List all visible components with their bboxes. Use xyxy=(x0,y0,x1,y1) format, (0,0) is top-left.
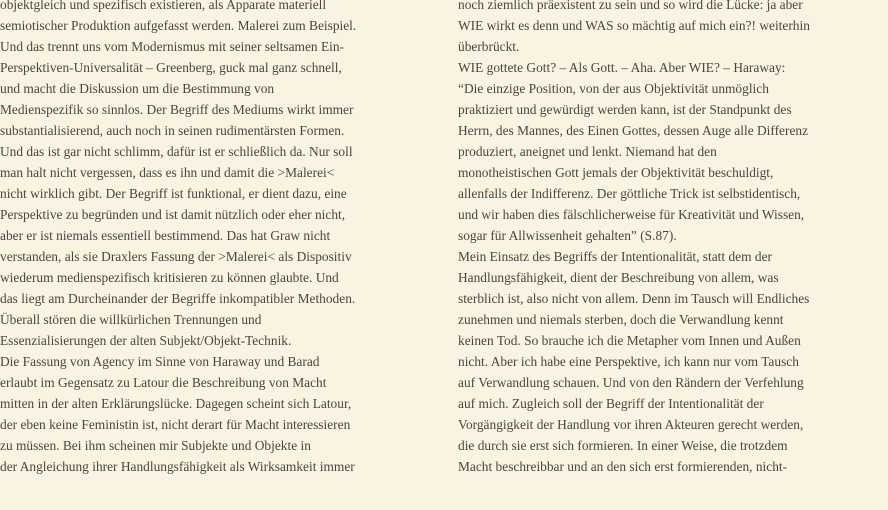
text-line: sterblich ist, also nicht von allem. Denn im Tausch will Endliches xyxy=(458,291,810,306)
text-line: produziert, aneignet und lenkt. Niemand hat den xyxy=(458,144,717,159)
text-line: objektgleich und spezifisch existieren, als Apparate materiell xyxy=(0,0,327,12)
text-line: Die Fassung von Agency im Sinne von Haraway und Barad xyxy=(0,354,320,369)
text-line: man halt nicht vergessen, dass es ihn und damit die >Malerei< xyxy=(0,165,335,180)
text-line: allenfalls der Indifferenz. Der göttliche Trick ist selbstidentisch, xyxy=(458,186,801,201)
text-line: erlaubt im Gegensatz zu Latour die Beschreibung von Macht xyxy=(0,375,327,390)
text-line: Handlungsfähigkeit, dient der Beschreibung von allem, was xyxy=(458,270,779,285)
text-line: nicht. Aber ich habe eine Perspektive, ich kann nur vom Tausch xyxy=(458,354,799,369)
text-line: zunehmen und niemals sterben, doch die Verwandlung kennt xyxy=(458,312,784,327)
text-line: WIE wirkt es denn und WAS so mächtig auf mich ein?! weiterhin xyxy=(458,18,810,33)
text-line: und macht die Diskussion um die Bestimmung von xyxy=(0,81,275,96)
text-line: mitten in der alten Erklärungslücke. Dagegen scheint sich Latour, xyxy=(0,396,352,411)
text-line: Und das trennt uns vom Modernismus mit seiner seltsamen Ein- xyxy=(0,39,345,54)
text-line: wiederum medienspezifisch kritisieren zu können glaubte. Und xyxy=(0,270,339,285)
text-line: verstanden, als sie Draxlers Fassung der >Malerei< als Dispositiv xyxy=(0,249,352,264)
text-line: noch ziemlich präexistent zu sein und so wird die Lücke: ja aber xyxy=(458,0,803,12)
text-line: Vorgängigkeit der Handlung vor ihren Akteuren gerecht werden, xyxy=(458,417,804,432)
text-line: das liegt am Durcheinander der Begriffe inkompatibler Methoden. xyxy=(0,291,356,306)
text-line: die durch sie erst sich formieren. In einer Weise, die trotzdem xyxy=(458,438,788,453)
text-line: auf Verwandlung schauen. Und von den Rändern der Verfehlung xyxy=(458,375,804,390)
text-line: Perspektive zu begründen und ist damit nützlich oder eher nicht, xyxy=(0,207,346,222)
text-line: “Die einzige Position, von der aus Objektivität unmöglich xyxy=(458,81,769,96)
text-line: Mein Einsatz des Begriffs der Intentionalität, statt dem der xyxy=(458,249,772,264)
text-line: zu müssen. Bei ihm scheinen mir Subjekte und Objekte in xyxy=(0,438,311,453)
text-line: Essenzialisierungen der alten Subjekt/Objekt-Technik. xyxy=(0,333,292,348)
text-line: praktiziert und gewürdigt werden kann, ist der Standpunkt des xyxy=(458,102,792,117)
text-line: monotheistischen Gott jemals der Objektivität beschuldigt, xyxy=(458,165,774,180)
text-line: aber er ist niemals essentiell bestimmend. Das hat Graw nicht xyxy=(0,228,331,243)
text-line: überbrückt. xyxy=(458,39,520,54)
text-line: semiotischer Produktion aufgefasst werden. Malerei zum Beispiel. xyxy=(0,18,357,33)
text-line: substantialisierend, auch noch in seinen rudimentärsten Formen. xyxy=(0,123,345,138)
text-line: der eben keine Feministin ist, nicht derart für Macht interessieren xyxy=(0,417,351,432)
text-line: und wir haben dies fälschlicherweise für Kreativität und Wissen, xyxy=(458,207,805,222)
text-line: Herrn, des Mannes, des Einen Gottes, dessen Auge alle Differenz xyxy=(458,123,809,138)
right-text-column xyxy=(458,0,888,477)
text-line: nicht wirklich gibt. Der Begriff ist funktional, er dient dazu, eine xyxy=(0,186,347,201)
text-line: WIE gottete Gott? – Als Gott. – Aha. Aber WIE? – Haraway: xyxy=(458,60,786,75)
text-line: sogar für Allwissenheit gehalten” (S.87). xyxy=(458,228,677,243)
text-line: Macht beschreibbar und an den sich erst formierenden, nicht- xyxy=(458,459,788,474)
text-line: Medienspezifik so sinnlos. Der Begriff des Mediums wirkt immer xyxy=(0,102,354,117)
text-line: Und das ist gar nicht schlimm, dafür ist er schließlich da. Nur soll xyxy=(0,144,353,159)
text-line: Überall stören die willkürlichen Trennungen und xyxy=(0,312,262,327)
left-text-column xyxy=(0,0,440,477)
text-line: keinen Tod. So brauche ich die Metapher vom Innen und Außen xyxy=(458,333,801,348)
text-line: auf mich. Zugleich soll der Begriff der Intentionalität der xyxy=(458,396,764,411)
text-line: Perspektiven-Universalität – Greenberg, guck mal ganz schnell, xyxy=(0,60,342,75)
text-line: der Angleichung ihrer Handlungsfähigkeit als Wirksamkeit immer xyxy=(0,459,355,474)
